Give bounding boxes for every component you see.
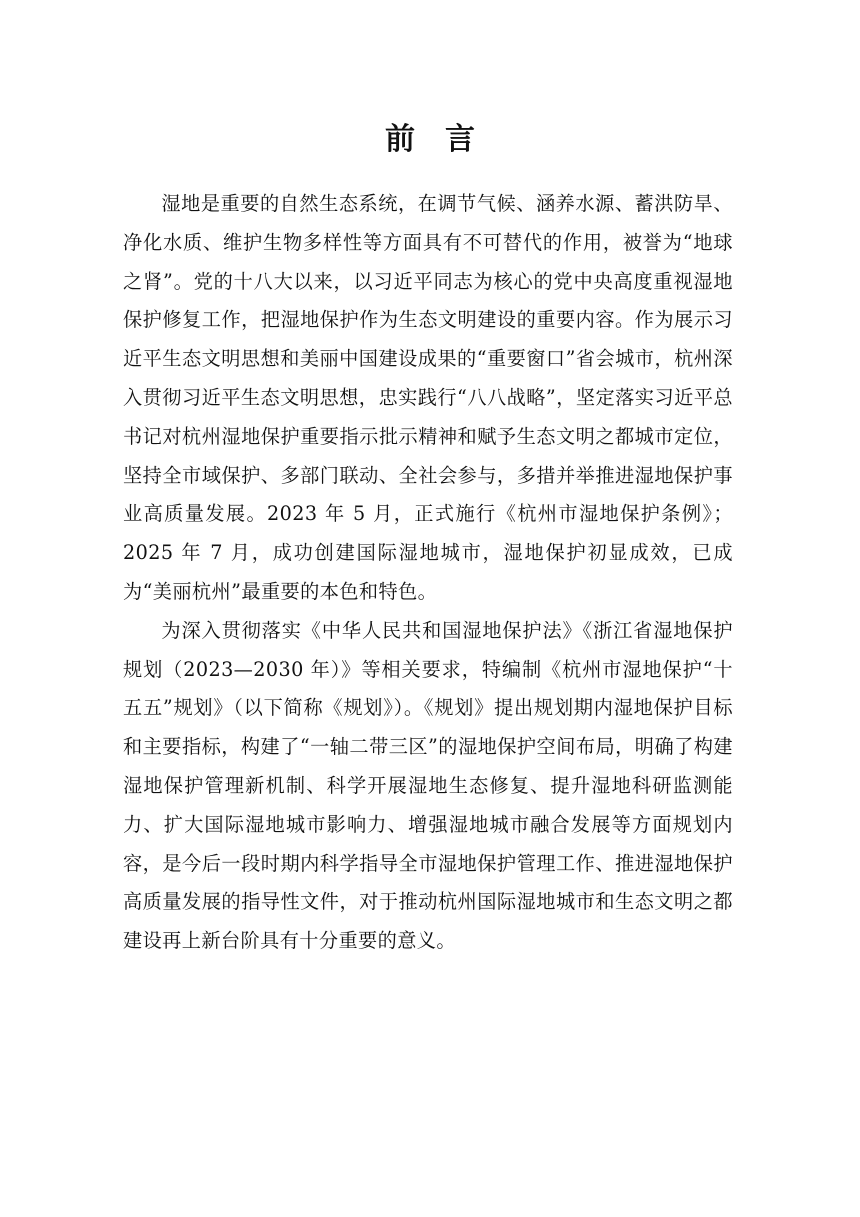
body-text [123,185,733,961]
paragraph-2: 为深入贯彻落实《中华人民共和国湿地保护法》《浙江省湿地保护规划（2023—2030 年）》等相关要求，特编制《杭州市湿地保护“十五五”规划》（以下简称《规划》）。《规划》提出规划期内湿地保护目标和主要指标，构建了“一轴二带三区”的湿地保护空间布局，明确了构建湿地保护管理新机制、科学开展湿地生态修复、提升湿地科研监测能力、扩大国际湿地城市影响力、增强湿地城市融合发展等方面规划内容，是今后一段时期内科学指导全市湿地保护管理工作、推进湿地保护高质量发展的指导性文件，对于推动杭州国际湿地城市和生态文明之都建设再上新台阶具有十分重要的意义。 [123,618,733,953]
paragraph-1: 湿地是重要的自然生态系统，在调节气候、涵养水源、蓄洪防旱、净化水质、维护生物多样性等方面具有不可替代的作用，被誉为“地球之肾”。党的十八大以来，以习近平同志为核心的党中央高度重视湿地保护修复工作，把湿地保护作为生态文明建设的重要内容。作为展示习近平生态文明思想和美丽中国建设成果的“重要窗口”省会城市，杭州深入贯彻习近平生态文明思想，忠实践行“八八战略”，坚定落实习近平总书记对杭州湿地保护重要指示批示精神和赋予生态文明之都城市定位，坚持全市域保护、多部门联动、全社会参与，多措并举推进湿地保护事业高质量发展。2023 年 5 月，正式施行《杭州市湿地保护条例》；2025 年 7 月，成功创建国际湿地城市，湿地保护初显成效，已成为“美丽杭州”最重要的本色和特色。 [123,192,733,603]
page-title: 前言 [385,122,505,157]
